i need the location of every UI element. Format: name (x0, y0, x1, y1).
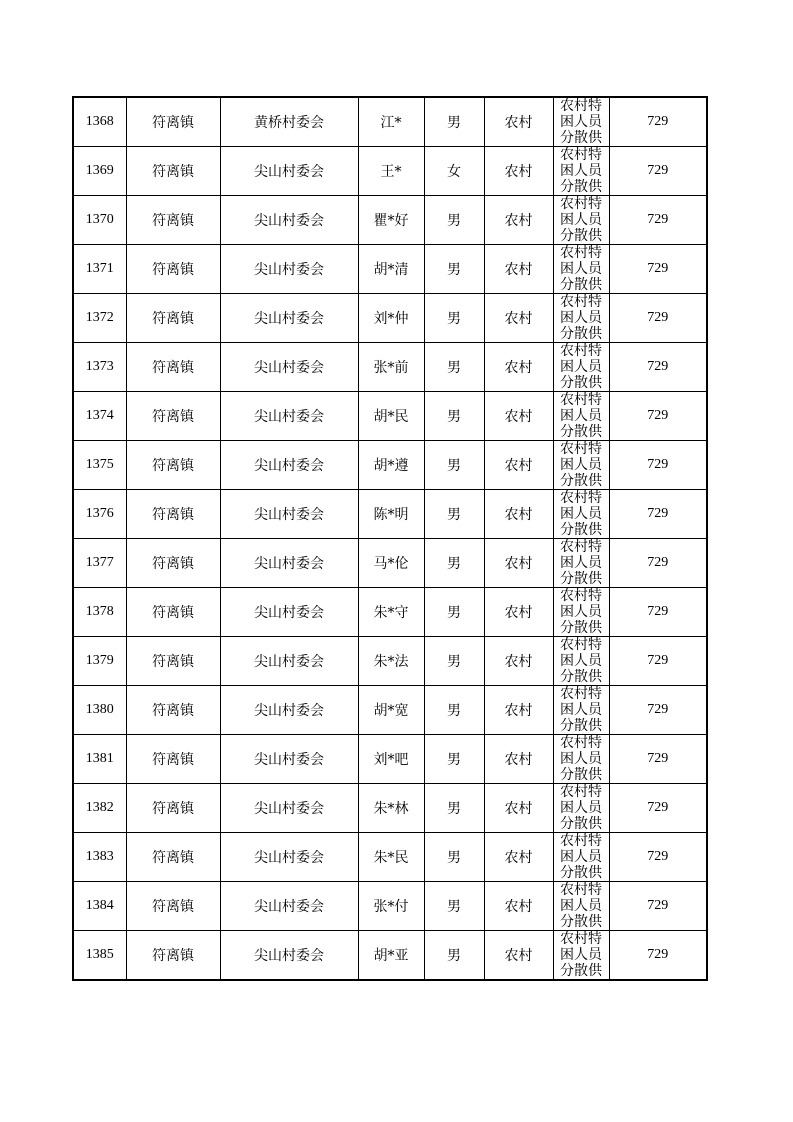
town-cell: 符离镇 (126, 490, 220, 539)
table-row (73, 686, 707, 735)
person-name-cell: 陈*明 (358, 490, 424, 539)
area-type-cell: 农村 (484, 343, 553, 392)
town-cell: 符离镇 (126, 392, 220, 441)
support-category-cell (553, 294, 609, 343)
area-type-cell: 农村 (484, 539, 553, 588)
table-row (73, 441, 707, 490)
town-cell: 符离镇 (126, 686, 220, 735)
table-row (73, 97, 707, 147)
town-cell: 符离镇 (126, 833, 220, 882)
village-committee-cell: 尖山村委会 (220, 147, 358, 196)
support-category-cell (553, 343, 609, 392)
support-category-cell (553, 147, 609, 196)
support-category-text: 农村特困人员分散供 (560, 686, 602, 733)
table-row (73, 245, 707, 294)
support-category-cell (553, 686, 609, 735)
village-committee-cell: 尖山村委会 (220, 392, 358, 441)
support-category-text: 农村特困人员分散供 (560, 196, 602, 243)
gender-cell: 男 (424, 245, 484, 294)
gender-cell: 女 (424, 147, 484, 196)
amount-cell: 729 (609, 784, 707, 833)
person-name-cell: 张*付 (358, 882, 424, 931)
town-cell: 符离镇 (126, 637, 220, 686)
village-committee-cell: 尖山村委会 (220, 686, 358, 735)
support-category-cell (553, 588, 609, 637)
gender-cell: 男 (424, 588, 484, 637)
village-committee-cell: 尖山村委会 (220, 441, 358, 490)
area-type-cell: 农村 (484, 294, 553, 343)
area-type-cell: 农村 (484, 637, 553, 686)
table-row (73, 931, 707, 981)
support-category-text: 农村特困人员分散供 (560, 735, 602, 782)
support-category-text: 农村特困人员分散供 (560, 931, 602, 978)
village-committee-cell: 尖山村委会 (220, 245, 358, 294)
person-name-cell: 胡*民 (358, 392, 424, 441)
support-category-cell (553, 441, 609, 490)
amount-cell: 729 (609, 539, 707, 588)
support-category-cell (553, 833, 609, 882)
gender-cell: 男 (424, 735, 484, 784)
person-name-cell: 刘*吧 (358, 735, 424, 784)
row-number-cell: 1370 (73, 196, 126, 245)
person-name-cell: 胡*遵 (358, 441, 424, 490)
table-body (73, 97, 707, 980)
support-category-text: 农村特困人员分散供 (560, 882, 602, 929)
support-category-cell (553, 784, 609, 833)
person-name-cell: 朱*林 (358, 784, 424, 833)
person-name-cell: 王* (358, 147, 424, 196)
row-number-cell: 1375 (73, 441, 126, 490)
row-number-cell: 1368 (73, 97, 126, 147)
amount-cell: 729 (609, 343, 707, 392)
area-type-cell: 农村 (484, 735, 553, 784)
table-row (73, 882, 707, 931)
gender-cell: 男 (424, 343, 484, 392)
table-row (73, 343, 707, 392)
gender-cell: 男 (424, 294, 484, 343)
row-number-cell: 1379 (73, 637, 126, 686)
table-row (73, 833, 707, 882)
village-committee-cell: 尖山村委会 (220, 196, 358, 245)
village-committee-cell: 尖山村委会 (220, 637, 358, 686)
gender-cell: 男 (424, 686, 484, 735)
row-number-cell: 1371 (73, 245, 126, 294)
town-cell: 符离镇 (126, 97, 220, 147)
village-committee-cell: 尖山村委会 (220, 735, 358, 784)
support-category-cell (553, 196, 609, 245)
person-name-cell: 朱*法 (358, 637, 424, 686)
row-number-cell: 1372 (73, 294, 126, 343)
town-cell: 符离镇 (126, 539, 220, 588)
support-category-text: 农村特困人员分散供 (560, 294, 602, 341)
support-category-cell (553, 97, 609, 147)
area-type-cell: 农村 (484, 147, 553, 196)
area-type-cell: 农村 (484, 882, 553, 931)
person-name-cell: 刘*仲 (358, 294, 424, 343)
gender-cell: 男 (424, 392, 484, 441)
town-cell: 符离镇 (126, 882, 220, 931)
support-category-text: 农村特困人员分散供 (560, 392, 602, 439)
amount-cell: 729 (609, 833, 707, 882)
person-name-cell: 胡*清 (358, 245, 424, 294)
village-committee-cell: 尖山村委会 (220, 588, 358, 637)
row-number-cell: 1369 (73, 147, 126, 196)
amount-cell: 729 (609, 490, 707, 539)
amount-cell: 729 (609, 882, 707, 931)
area-type-cell: 农村 (484, 588, 553, 637)
town-cell: 符离镇 (126, 588, 220, 637)
table-row (73, 147, 707, 196)
amount-cell: 729 (609, 294, 707, 343)
person-name-cell: 瞿*好 (358, 196, 424, 245)
support-category-cell (553, 245, 609, 294)
support-category-text: 农村特困人员分散供 (560, 784, 602, 831)
town-cell: 符离镇 (126, 343, 220, 392)
amount-cell: 729 (609, 196, 707, 245)
person-name-cell: 张*前 (358, 343, 424, 392)
area-type-cell: 农村 (484, 196, 553, 245)
person-name-cell: 江* (358, 97, 424, 147)
area-type-cell: 农村 (484, 784, 553, 833)
amount-cell: 729 (609, 637, 707, 686)
gender-cell: 男 (424, 833, 484, 882)
town-cell: 符离镇 (126, 735, 220, 784)
table-row (73, 637, 707, 686)
village-committee-cell: 尖山村委会 (220, 931, 358, 981)
town-cell: 符离镇 (126, 294, 220, 343)
row-number-cell: 1377 (73, 539, 126, 588)
support-category-text: 农村特困人员分散供 (560, 343, 602, 390)
amount-cell: 729 (609, 392, 707, 441)
gender-cell: 男 (424, 539, 484, 588)
row-number-cell: 1382 (73, 784, 126, 833)
gender-cell: 男 (424, 931, 484, 981)
row-number-cell: 1380 (73, 686, 126, 735)
support-category-text: 农村特困人员分散供 (560, 637, 602, 684)
person-name-cell: 胡*宽 (358, 686, 424, 735)
support-category-cell (553, 539, 609, 588)
person-name-cell: 胡*亚 (358, 931, 424, 981)
table-row (73, 735, 707, 784)
gender-cell: 男 (424, 196, 484, 245)
town-cell: 符离镇 (126, 245, 220, 294)
table-row (73, 588, 707, 637)
amount-cell: 729 (609, 245, 707, 294)
table-row (73, 784, 707, 833)
table-row (73, 490, 707, 539)
row-number-cell: 1374 (73, 392, 126, 441)
town-cell: 符离镇 (126, 196, 220, 245)
row-number-cell: 1373 (73, 343, 126, 392)
gender-cell: 男 (424, 784, 484, 833)
subsidy-table (72, 96, 708, 981)
area-type-cell: 农村 (484, 97, 553, 147)
support-category-text: 农村特困人员分散供 (560, 98, 602, 145)
gender-cell: 男 (424, 97, 484, 147)
row-number-cell: 1383 (73, 833, 126, 882)
town-cell: 符离镇 (126, 931, 220, 981)
village-committee-cell: 尖山村委会 (220, 294, 358, 343)
person-name-cell: 马*伦 (358, 539, 424, 588)
area-type-cell: 农村 (484, 441, 553, 490)
amount-cell: 729 (609, 931, 707, 981)
support-category-text: 农村特困人员分散供 (560, 539, 602, 586)
gender-cell: 男 (424, 441, 484, 490)
village-committee-cell: 尖山村委会 (220, 882, 358, 931)
support-category-text: 农村特困人员分散供 (560, 490, 602, 537)
village-committee-cell: 尖山村委会 (220, 343, 358, 392)
area-type-cell: 农村 (484, 392, 553, 441)
person-name-cell: 朱*守 (358, 588, 424, 637)
amount-cell: 729 (609, 441, 707, 490)
support-category-cell (553, 637, 609, 686)
support-category-cell (553, 490, 609, 539)
support-category-cell (553, 392, 609, 441)
town-cell: 符离镇 (126, 147, 220, 196)
table-row (73, 539, 707, 588)
row-number-cell: 1376 (73, 490, 126, 539)
amount-cell: 729 (609, 735, 707, 784)
support-category-text: 农村特困人员分散供 (560, 833, 602, 880)
village-committee-cell: 黄桥村委会 (220, 97, 358, 147)
support-category-cell (553, 735, 609, 784)
row-number-cell: 1381 (73, 735, 126, 784)
support-category-text: 农村特困人员分散供 (560, 245, 602, 292)
area-type-cell: 农村 (484, 490, 553, 539)
area-type-cell: 农村 (484, 833, 553, 882)
area-type-cell: 农村 (484, 686, 553, 735)
table-row (73, 196, 707, 245)
row-number-cell: 1378 (73, 588, 126, 637)
amount-cell: 729 (609, 97, 707, 147)
town-cell: 符离镇 (126, 784, 220, 833)
row-number-cell: 1385 (73, 931, 126, 981)
gender-cell: 男 (424, 490, 484, 539)
table-row (73, 392, 707, 441)
person-name-cell: 朱*民 (358, 833, 424, 882)
amount-cell: 729 (609, 588, 707, 637)
support-category-text: 农村特困人员分散供 (560, 588, 602, 635)
support-category-cell (553, 931, 609, 981)
village-committee-cell: 尖山村委会 (220, 539, 358, 588)
gender-cell: 男 (424, 637, 484, 686)
support-category-text: 农村特困人员分散供 (560, 147, 602, 194)
village-committee-cell: 尖山村委会 (220, 833, 358, 882)
area-type-cell: 农村 (484, 931, 553, 981)
village-committee-cell: 尖山村委会 (220, 490, 358, 539)
table-row (73, 294, 707, 343)
amount-cell: 729 (609, 147, 707, 196)
village-committee-cell: 尖山村委会 (220, 784, 358, 833)
amount-cell: 729 (609, 686, 707, 735)
row-number-cell: 1384 (73, 882, 126, 931)
area-type-cell: 农村 (484, 245, 553, 294)
support-category-cell (553, 882, 609, 931)
town-cell: 符离镇 (126, 441, 220, 490)
support-category-text: 农村特困人员分散供 (560, 441, 602, 488)
gender-cell: 男 (424, 882, 484, 931)
